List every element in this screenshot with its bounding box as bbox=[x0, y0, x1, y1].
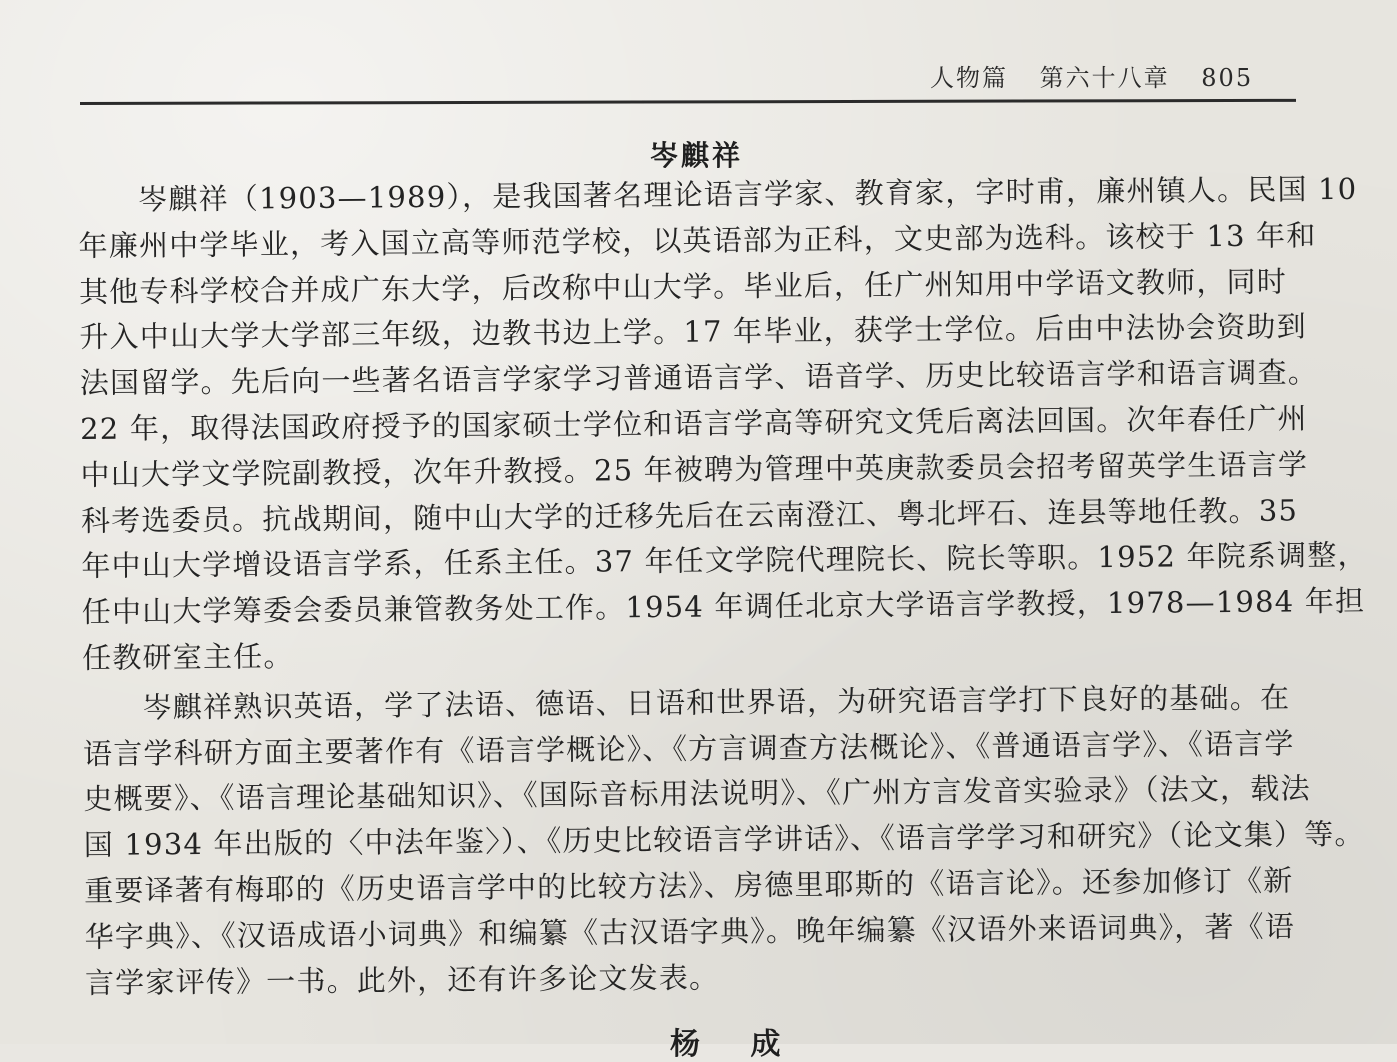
text-line: 法国留学。先后向一些著名语言学家学习普通语言学、语音学、历史比较语言学和语言调查。 bbox=[79, 355, 1319, 401]
text-line: 中山大学文学院副教授，次年升教授。25 年被聘为管理中英庚款委员会招考留英学生语言学 bbox=[80, 447, 1309, 492]
text-line: 岑麒祥熟识英语，学了法语、德语、日语和世界语，为研究语言学打下良好的基础。在 bbox=[142, 680, 1291, 725]
text-line: 22 年，取得法国政府授予的国家硕士学位和语言学高等研究文凭后离法回国。次年春任广州 bbox=[80, 401, 1308, 446]
text-line: 年廉州中学毕业，考入国立高等师范学校，以英语部为正科，文史部为选科。该校于 13 年和 bbox=[78, 217, 1317, 263]
text-line: 其他专科学校合并成广东大学，后改称中山大学。毕业后，任广州知用中学语文教师，同时 bbox=[78, 264, 1288, 309]
text-line: 任中山大学筹委会委员兼管教务处工作。1954 年调任北京大学语言学教授，1978—1984 年担 bbox=[81, 583, 1366, 630]
text-line: 科考选委员。抗战期间，随中山大学的迁移先后在云南澄江、粤北坪石、连县等地任教。35 bbox=[80, 492, 1299, 538]
page-number: 805 bbox=[1201, 64, 1254, 92]
header-chapter: 第六十八章 bbox=[1039, 64, 1170, 92]
running-header bbox=[930, 58, 1253, 93]
article-body bbox=[78, 167, 1368, 1006]
text-line: 史概要》、《语言理论基础知识》、《国际音标用法说明》、《广州方言发音实验录》（法文，载法 bbox=[83, 771, 1311, 817]
next-section-heading-cropped: 杨 成 bbox=[670, 1027, 801, 1062]
text-line: 语言学科研方面主要著作有《语言学概论》、《方言调查方法概论》、《普通语言学》、《语言学 bbox=[82, 725, 1295, 771]
text-line: 年中山大学增设语言学系，任系主任。37 年任文学院代理院长、院长等职。1952 年院系调整， bbox=[81, 538, 1368, 584]
text-line: 言学家评传》一书。此外，还有许多论文发表。 bbox=[84, 959, 720, 1000]
text-line: 华字典》、《汉语成语小词典》和编纂《古汉语字典》。晚年编纂《汉语外来语词典》，著《语 bbox=[84, 909, 1296, 954]
text-line: 岑麒祥（1903—1989），是我国著名理论语言学家、教育家，字时甫，廉州镇人。民国 10 bbox=[138, 171, 1358, 217]
header-rule bbox=[80, 99, 1296, 105]
text-line: 任教研室主任。 bbox=[82, 639, 294, 675]
text-line: 升入中山大学大学部三年级，边教书边上学。17 年毕业，获学士学位。后由中法协会资助到 bbox=[79, 309, 1308, 355]
article-title: 岑麒祥 bbox=[650, 139, 744, 172]
header-section: 人物篇 bbox=[930, 64, 1008, 92]
text-line: 国 1934 年出版的〈中法年鉴〉）、《历史比较语言学讲话》、《语言学学习和研究》（论文集）等。 bbox=[83, 816, 1365, 863]
text-line: 重要译著有梅耶的《历史语言学中的比较方法》、房德里耶斯的《语言论》。还参加修订《新 bbox=[84, 863, 1294, 908]
